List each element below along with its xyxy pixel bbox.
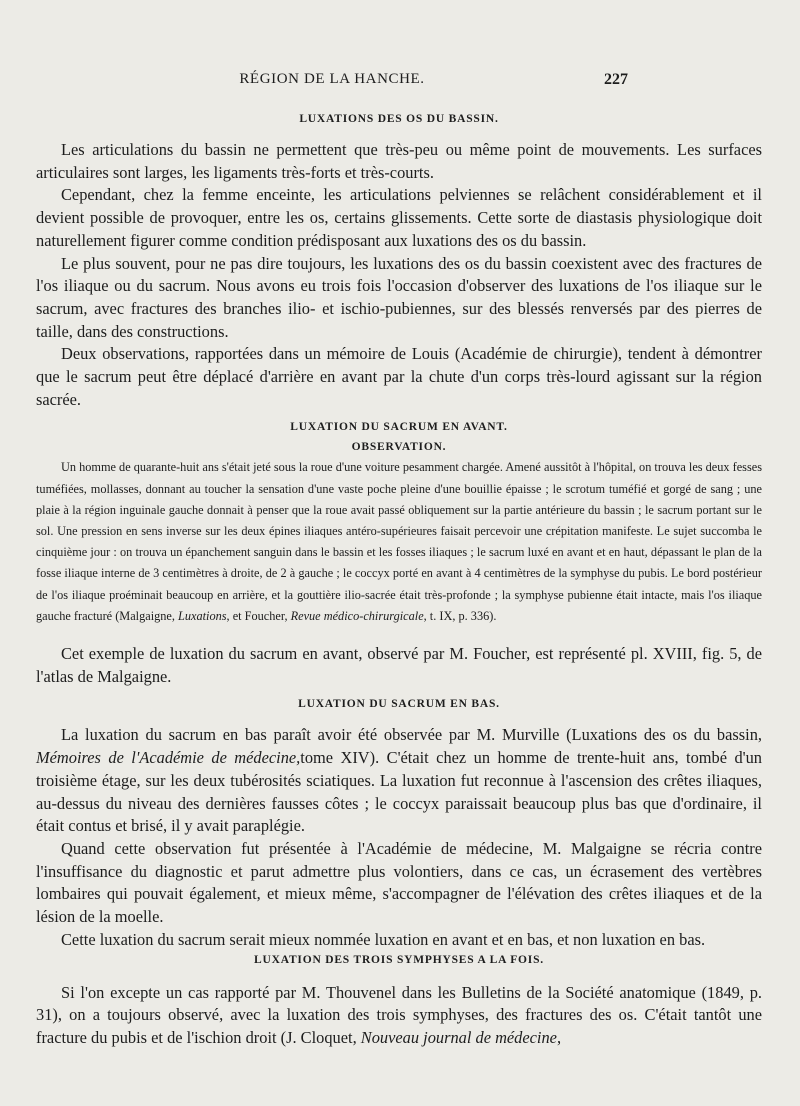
paragraph-9-a: Si l'on excepte un cas rapporté par M. Thouvenel dans les Bulletins de la Société anatomique (1849, p. 31), on a toujours observé, avec la luxation des trois symphyses, des fractures des os. C'était tantôt une fracture du pubis et de l'ischion droit (J. Cloquet, <box>36 982 762 1047</box>
paragraph-5: Cet exemple de luxation du sacrum en avant, observé par M. Foucher, est représenté pl. XVIII, fig. 5, de l'atlas de Malgaigne. <box>36 644 762 686</box>
paragraph-3: Le plus souvent, pour ne pas dire toujours, les luxations des os du bassin coexistent avec des fractures de l'os iliaque ou du sacrum. Nous avons eu trois fois l'occasion d'observer des luxations de l'os iliaque sur le sacrum, avec fractures des branches ilio- et ischio-pubiennes, sur des blessés renversés par des pierres de taille, dans des constructions. <box>36 253 762 341</box>
observation-heading: OBSERVATION. <box>351 441 447 454</box>
paragraph-6 <box>36 724 762 838</box>
paragraph-2: Cependant, chez la femme enceinte, les articulations pelviennes se relâchent considérablement et il devient possible de provoquer, entre les os, certains glissements. Cette sorte de diastasis physiologique doit naturellement figurer comme condition prédisposant aux luxations des os du bassin. <box>36 185 762 250</box>
observation-text-c: , t. IX, p. 336). <box>423 608 497 623</box>
paragraph-6-b: tome XIV). C'était chez un homme de trente-huit ans, tombé d'un troisième étage, sur les deux tubérosités sciatiques. La luxation fut reconnue à l'ascension des crêtes iliaques, au-dessus du niveau des dernières fausses côtes ; le coccyx paraissait beaucoup plus bas que d'ordinaire, il était contus et brisé, il y avait paraplégie. <box>36 748 762 836</box>
paragraph-9 <box>36 982 762 1050</box>
citation-nouveau-journal: Nouveau journal de médecine <box>360 1027 557 1047</box>
page-number: 227 <box>604 71 628 88</box>
observation-text-b: , et Foucher, <box>226 608 291 623</box>
section-heading-symphyses: LUXATION DES TROIS SYMPHYSES A LA FOIS. <box>254 953 544 966</box>
running-title: RÉGION DE LA HANCHE. <box>239 71 425 87</box>
observation-text <box>36 457 762 627</box>
paragraph-8: Cette luxation du sacrum serait mieux nommée luxation en avant et en bas, et non luxation en bas. <box>61 929 706 949</box>
citation-luxations: Luxations <box>178 608 227 623</box>
page-body <box>36 113 762 1050</box>
paragraph-4: Deux observations, rapportées dans un mémoire de Louis (Académie de chirurgie), tendent à démontrer que le sacrum peut être déplacé d'arrière en avant par la chute d'un corps très-lourd agissant sur la région sacrée. <box>36 344 762 409</box>
paragraph-6-a: La luxation du sacrum en bas paraît avoir été observée par M. Murville (Luxations des os du bassin, <box>61 725 762 745</box>
paragraph-9-b: , <box>556 1027 562 1047</box>
section-heading-sacrum-bas: LUXATION DU SACRUM EN BAS. <box>298 698 500 711</box>
observation-text-a: Un homme de quarante-huit ans s'était jeté sous la roue d'une voiture pesamment chargée. Amené aussitôt à l'hôpital, on trouva les deux fesses tuméfiées, mollasses, donnant au toucher la sensation d'une vaste poche pleine d'une bouillie épaisse ; le scrotum tuméfié et gorgé de sang ; une plaie à la région inguinale gauche donnait à penser que la roue avait passé obliquement sur la partie antérieure du bassin ; le sacrum portant sur le sol. Une pression en sens inverse sur les deux épines iliaques antéro-supérieures faisait percevoir une crépitation manifeste. Le sujet succomba le cinquième jour : on trouva un épanchement sanguin dans le bassin et les fosses iliaques ; le sacrum luxé en avant et en haut, dépassant le plan de la fosse iliaque interne de 3 centimètres à droite, de 2 à gauche ; le coccyx porté en avant à 4 centimètres de la symphyse du pubis. Le bord postérieur de l'os iliaque proéminait beaucoup en arrière, et la gouttière ilio-sacrée était très-profonde ; la symphyse pubienne était intacte, mais l'os iliaque gauche fracturé (Malgaigne, <box>36 460 763 623</box>
citation-memoires: Mémoires de l'Académie de médecine, <box>36 748 301 768</box>
citation-revue: Revue médico-chirurgicale <box>290 608 424 623</box>
paragraph-7: Quand cette observation fut présentée à l'Académie de médecine, M. Malgaigne se récria contre l'insuffisance du diagnostic et parut admettre plus volontiers, dans ce cas, un écrasement des vertèbres lombaires qui pouvait également, et mieux même, s'accompagner de l'élévation des crêtes iliaques et de la lésion de la moelle. <box>36 838 762 927</box>
section-heading-bassin: LUXATIONS DES OS DU BASSIN. <box>299 113 499 125</box>
section-heading-sacrum-avant: LUXATION DU SACRUM EN AVANT. <box>290 421 508 434</box>
paragraph-1: Les articulations du bassin ne permettent que très-peu ou même point de mouvements. Les surfaces articulaires sont larges, les ligaments très-forts et très-courts. <box>36 140 762 182</box>
